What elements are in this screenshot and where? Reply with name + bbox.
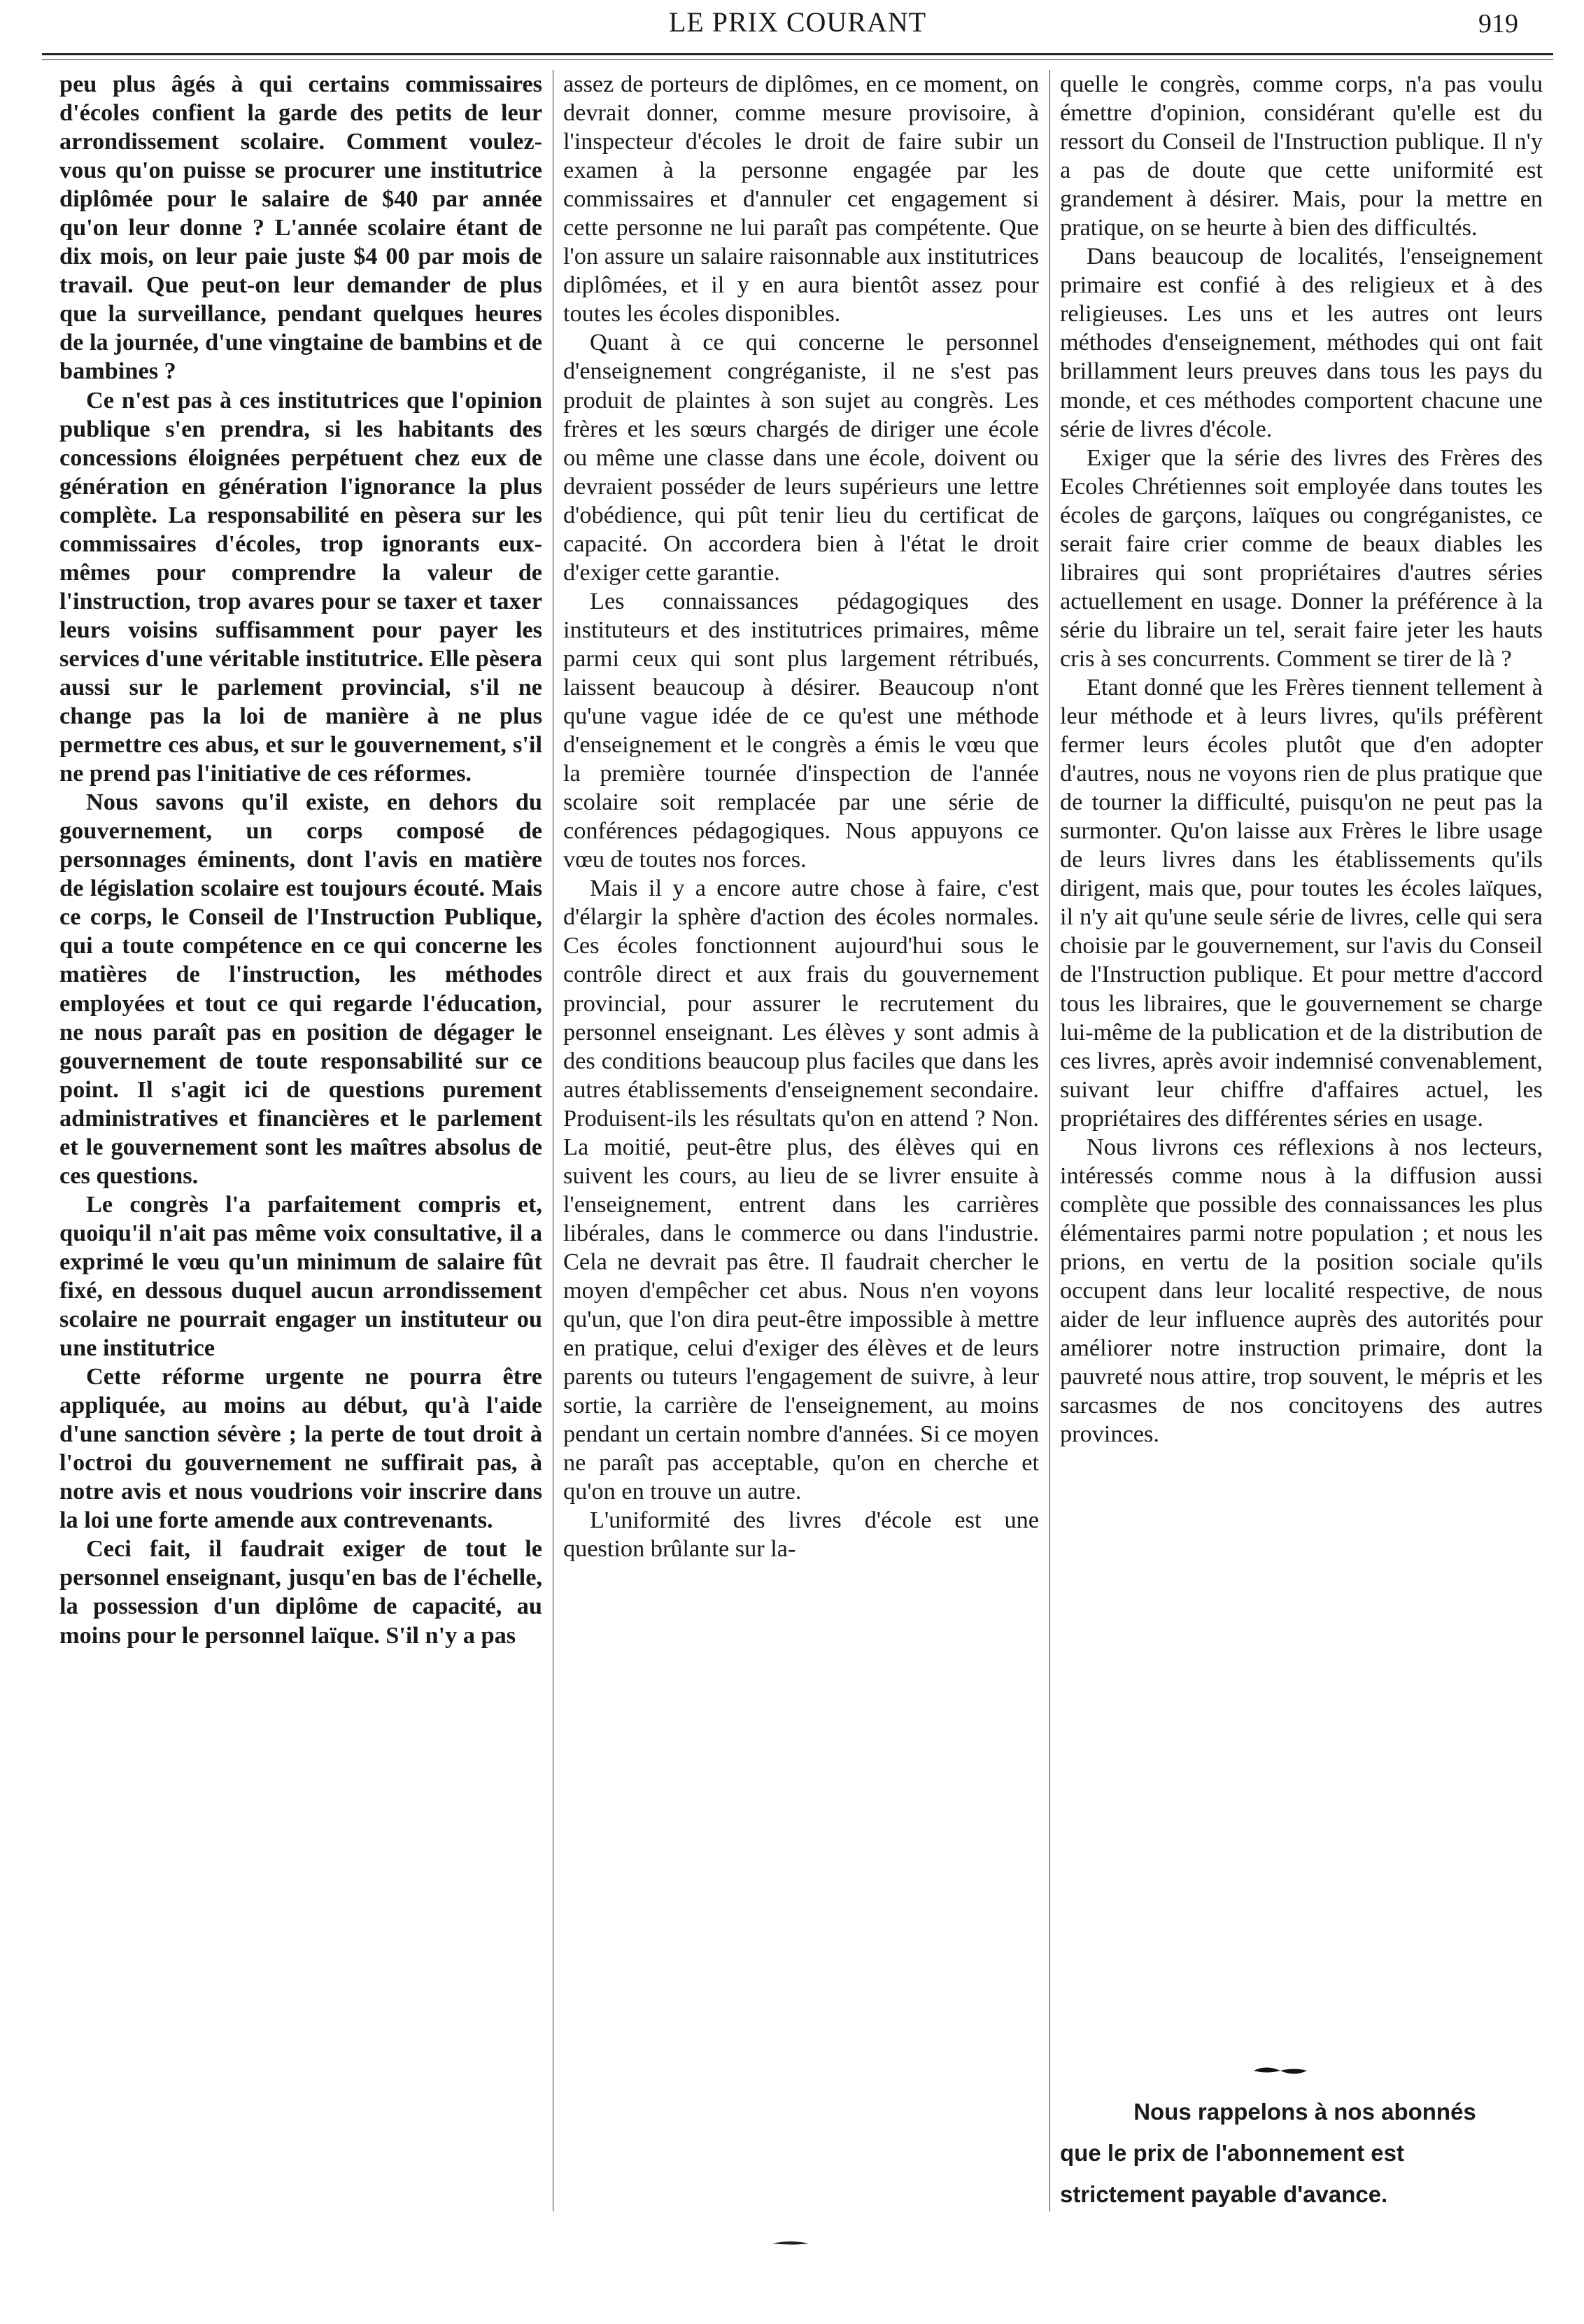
paragraph: Ceci fait, il faudrait exiger de tout le personnel enseignant, jusqu'en bas de l'échelle, la possession d'un diplôme de capacité, au moins pour le personnel laïque. S'il n'y a pas xyxy=(59,1535,542,1649)
paragraph: Les connaissances pédagogiques des instituteurs et des institutrices primaires, même parmi ceux qui sont plus largement rétribués, laissent beaucoup à désirer. Beaucoup n'ont qu'une vague idée de ce qu'est une méthode d'enseignement et le congrès a émis le vœu que la première tournée d'inspection de l'année scolaire soit remplacée par une série de conférences pédagogiques. Nous appuyons ce vœu de toutes nos forces. xyxy=(563,587,1039,873)
paragraph: Exiger que la série des livres des Frères des Ecoles Chrétiennes soit employée dans toutes les écoles de garçons, laïques ou congréganistes, ce serait faire crier comme de beaux diables les libraires qui sont propriétaires d'autres séries actuellement en usage. Donner la préférence à la série du libraire un tel, serait faire jeter les hauts cris à ses concurrents. Comment se tirer de là ? xyxy=(1060,444,1543,672)
article-column-3 xyxy=(1060,70,1543,1449)
journal-title: LE PRIX COURANT xyxy=(668,6,927,38)
paragraph: Cette réforme urgente ne pourra être appliquée, au moins au début, qu'à l'aide d'une sanction sévère ; la perte de tout droit à l'octroi du gouvernement ne suffirait pas, à notre avis et nous voudrions voir inscrire dans la loi une forte amende aux contrevenants. xyxy=(59,1363,542,1534)
notice-line: Nous rappelons à nos abonnés xyxy=(1133,2099,1476,2125)
section-ornament-icon xyxy=(1252,2064,1308,2077)
header-rule xyxy=(42,53,1553,55)
paragraph: Ce n'est pas à ces institutrices que l'opinion publique s'en prendra, si les habitants des concessions éloignées perpétuent chez eux de génération en génération l'ignorance la plus complète. La responsabilité en pèsera sur les commissaires d'écoles, trop ignorants eux-mêmes pour comprendre la valeur de l'instruction, trop avares pour se taxer et taxer leurs voisins suffisamment pour payer les services d'une véritable institutrice. Elle pèsera aussi sur le parlement provincial, s'il ne change pas la loi de manière à ne plus permettre ces abus, et sur le gouvernement, s'il ne prend pas l'initiative de ces réformes. xyxy=(59,386,542,787)
paragraph: assez de porteurs de diplômes, en ce moment, on devrait donner, comme mesure provisoire, à l'inspecteur d'écoles le droit de faire subir un examen à la personne engagée par les commissaires et d'annuler cet engagement si cette personne ne lui paraît pas compétente. Que l'on assure un salaire raisonnable aux institutrices diplômées, et il y en aura bientôt assez pour toutes les écoles disponibles. xyxy=(563,71,1039,328)
paragraph: Mais il y a encore autre chose à faire, c'est d'élargir la sphère d'action des écoles normales. Ces écoles fonctionnent aujourd'hui sous le contrôle direct et aux frais du gouvernement provincial, pour assurer le recrutement du personnel enseignant. Les élèves y sont admis à des conditions beaucoup plus faciles que dans les autres établissements d'enseignement secondaire. Produisent-ils les résultats qu'on en attend ? Non. La moitié, peut-être plus, des élèves qui en suivent les cours, au lieu de se livrer ensuite à l'enseignement, entrent dans les carrières libérales, dans le commerce ou dans l'industrie. Cela ne devrait pas être. Il faudrait chercher le moyen d'empêcher cet abus. Nous n'en voyons qu'un, que l'on dira peut-être impossible à mettre en pratique, celui d'exiger des élèves et de leurs parents ou tuteurs l'engagement de suivre, à leur sortie, la carrière de l'enseignement, au moins pendant un certain nombre d'années. Si ce moyen ne paraît pas acceptable, qu'on en cherche et qu'on en trouve un autre. xyxy=(563,875,1039,1505)
column-divider xyxy=(1049,70,1050,2211)
paragraph: Le congrès l'a parfaitement compris et, quoiqu'il n'ait pas même voix consultative, il a exprimé le vœu qu'un minimum de salaire fût fixé, en dessous duquel aucun arrondissement scolaire ne pourrait engager un instituteur ou une institutrice xyxy=(59,1190,542,1362)
paragraph: Quant à ce qui concerne le personnel d'enseignement congréganiste, il ne s'est pas produit de plaintes à son sujet au congrès. Les frères et les sœurs chargés de diriger une école ou même une classe dans une école, doivent ou devraient posséder de leurs supérieurs une lettre d'obédience, qui pût tenir lieu du certificat de capacité. On accordera bien à l'état le droit d'exiger cette garantie. xyxy=(563,329,1039,586)
paragraph: L'uniformité des livres d'école est une question brûlante sur la- xyxy=(563,1507,1039,1563)
notice-line: que le prix de l'abonnement est xyxy=(1060,2140,1404,2166)
paragraph: Etant donné que les Frères tiennent tellement à leur méthode et à leurs livres, qu'ils préfèrent fermer leurs écoles plutôt que d'en adopter d'autres, nous ne voyons rien de plus pratique que de tourner la difficulté, puisqu'on ne peut pas la surmonter. Qu'on laisse aux Frères le libre usage de leurs livres dans les établissements qu'ils dirigent, mais que, pour toutes les écoles laïques, il n'y ait qu'une seule série de livres, celle qui sera choisie par le gouvernement, sur l'avis du Conseil de l'Instruction publique. Et pour mettre d'accord tous les libraires, que le gouvernement se charge lui-même de la publication et de la distribution de ces livres, après avoir indemnisé convenablement, suivant leur chiffre d'affaires actuel, les propriétaires des différentes séries en usage. xyxy=(1060,673,1543,1132)
page-number: 919 xyxy=(1478,9,1518,38)
page-header xyxy=(49,0,1546,55)
subscription-notice xyxy=(1060,2091,1550,2215)
article-column-2 xyxy=(563,70,1039,1563)
paragraph: Nous savons qu'il existe, en dehors du gouvernement, un corps composé de personnages éminents, dont l'avis en matière de législation scolaire est toujours écouté. Mais ce corps, le Conseil de l'Instruction Publique, qui a toute compétence en ce qui concerne les matières de l'instruction, les méthodes employées et tout ce qui regarde l'éducation, ne nous paraît pas en position de dégager le gouvernement de toute responsabilité sur ce point. Il s'agit ici de questions purement administratives et financières et le parlement et le gouvernement sont les maîtres absolus de ces questions. xyxy=(59,789,542,1189)
article-column-1 xyxy=(59,70,542,1650)
header-rule-thin xyxy=(42,59,1553,60)
paragraph: quelle le congrès, comme corps, n'a pas voulu émettre d'opinion, considérant qu'elle est du ressort du Conseil de l'Instruction publique. Il n'y a pas de doute que cette uniformité est grandement à désirer. Mais, pour la mettre en pratique, on se heurte à bien des difficultés. xyxy=(1060,71,1543,241)
paragraph: Nous livrons ces réflexions à nos lecteurs, intéressés comme nous à la diffusion aussi complète que possible des connaissances les plus élémentaires parmi notre population ; et nous les prions, en vertu de la position sociale qu'ils occupent dans leur localité respective, de nous aider de leur influence auprès des autorités pour améliorer notre instruction primaire, dont la pauvreté nous attire, trop souvent, le mépris et les sarcasmes de nos concitoyens des autres provinces. xyxy=(1060,1133,1543,1448)
paragraph: peu plus âgés à qui certains commissaires d'écoles confient la garde des petits de leur arrondissement scolaire. Comment voulez-vous qu'on puisse se procurer une institutrice diplômée pour le salaire de $40 par année qu'on leur donne ? L'année scolaire étant de dix mois, on leur paie juste $4 00 par mois de travail. Que peut-on leur demander de plus que la surveillance, pendant quelques heures de la journée, d'une vingtaine de bambins et de bambines ? xyxy=(59,71,542,385)
notice-line: strictement payable d'avance. xyxy=(1060,2181,1388,2207)
footer-ornament-icon xyxy=(770,2239,812,2246)
paragraph: Dans beaucoup de localités, l'enseignement primaire est confié à des religieux et à des religieuses. Les uns et les autres ont leurs méthodes d'enseignement, méthodes qui ont fait brillamment leurs preuves dans tous les pays du monde, et ces méthodes comportent chacune une série de livres d'école. xyxy=(1060,243,1543,442)
